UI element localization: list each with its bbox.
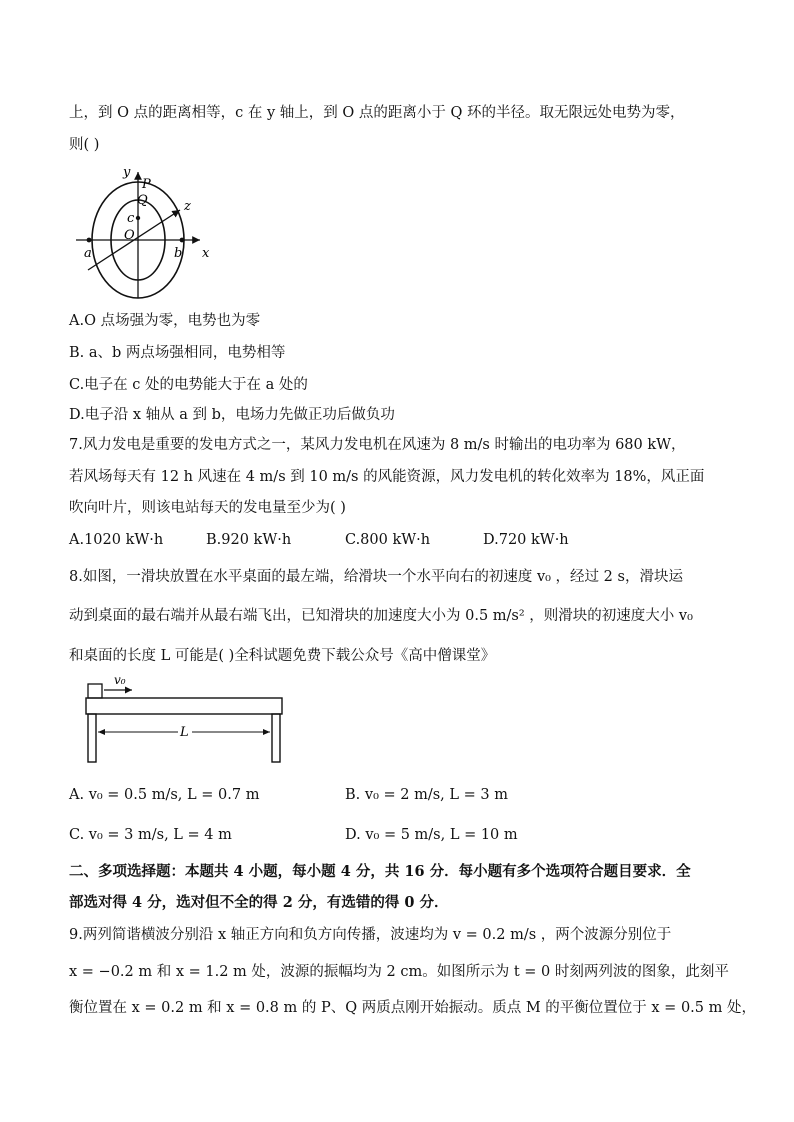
- label-c: c: [127, 211, 135, 226]
- intro-line-2: 则( ): [69, 137, 100, 153]
- q8-option-b: B. v₀ = 2 m/s, L = 3 m: [345, 787, 508, 803]
- section2-line-1: 二、多项选择题：本题共 4 小题，每小题 4 分，共 16 分．每小题有多个选项符合题目要求．全: [69, 863, 691, 880]
- q7-line-1: 7.风力发电是重要的发电方式之一，某风力发电机在风速为 8 m/s 时输出的电功率为 680 kW，: [69, 437, 686, 453]
- label-b: b: [174, 246, 183, 261]
- label-O: O: [124, 228, 135, 243]
- q9-line-3: 衡位置在 x = 0.2 m 和 x = 0.8 m 的 P、Q 两质点刚开始振动。质点 M 的平衡位置位于 x = 0.5 m 处，: [69, 1000, 756, 1016]
- q6-option-b: B. a、b 两点场强相同，电势相等: [69, 345, 286, 361]
- q8-option-a: A. v₀ = 0.5 m/s, L = 0.7 m: [69, 787, 260, 803]
- label-v0: v₀: [114, 673, 126, 687]
- q7-option-a: A.1020 kW·h: [69, 532, 164, 548]
- q8-line-3: 和桌面的长度 L 可能是( )全科试题免费下载公众号《高中僧课堂》: [69, 648, 496, 664]
- label-Q: Q: [137, 193, 148, 208]
- q8-option-d: D. v₀ = 5 m/s, L = 10 m: [345, 827, 518, 843]
- q6-option-a: A.O 点场强为零，电势也为零: [69, 313, 261, 329]
- label-x: x: [202, 246, 210, 261]
- q9-line-2: x = −0.2 m 和 x = 1.2 m 处，波源的振幅均为 2 cm。如图所示为 t = 0 时刻两列波的图象，此刻平: [69, 964, 729, 980]
- table-leg-left: [88, 714, 96, 762]
- point-c: [136, 216, 140, 220]
- q9-line-1: 9.两列简谐横波分别沿 x 轴正方向和负方向传播，波速均为 v = 0.2 m/s ，两个波源分别位于: [69, 927, 672, 943]
- slider-block: [88, 684, 102, 698]
- intro-line-1: 上，到 O 点的距离相等，c 在 y 轴上，到 O 点的距离小于 Q 环的半径。取无限远处电势为零，: [69, 105, 685, 121]
- point-a: [87, 238, 92, 243]
- q7-option-d: D.720 kW·h: [483, 532, 569, 548]
- section2-line-2: 部选对得 4 分，选对但不全的得 2 分，有选错的得 0 分．: [69, 894, 449, 911]
- table-top: [86, 698, 282, 714]
- q7-option-b: B.920 kW·h: [206, 532, 292, 548]
- label-a: a: [84, 246, 92, 261]
- q7-line-3: 吹向叶片，则该电站每天的发电量至少为( ): [69, 500, 346, 516]
- table-slider-figure: [80, 670, 295, 770]
- electric-field-rings-figure: [70, 160, 220, 300]
- q8-line-2: 动到桌面的最右端并从最右端飞出，已知滑块的加速度大小为 0.5 m/s² ，则滑块的初速度大小 v₀: [69, 608, 693, 624]
- q7-line-2: 若风场每天有 12 h 风速在 4 m/s 到 10 m/s 的风能资源，风力发电机的转化效率为 18%，风正面: [69, 469, 705, 485]
- label-L: L: [180, 725, 189, 740]
- q6-option-c: C.电子在 c 处的电势能大于在 a 处的: [69, 377, 308, 393]
- table-leg-right: [272, 714, 280, 762]
- q8-line-1: 8.如图，一滑块放置在水平桌面的最左端，给滑块一个水平向右的初速度 v₀ ，经过 2 s，滑块运: [69, 569, 683, 585]
- label-y: y: [123, 165, 131, 180]
- label-P: P: [142, 177, 151, 192]
- q6-option-d: D.电子沿 x 轴从 a 到 b，电场力先做正功后做负功: [69, 407, 395, 423]
- q8-option-c: C. v₀ = 3 m/s, L = 4 m: [69, 827, 232, 843]
- q7-option-c: C.800 kW·h: [345, 532, 431, 548]
- point-b: [180, 238, 185, 243]
- label-z: z: [184, 199, 191, 214]
